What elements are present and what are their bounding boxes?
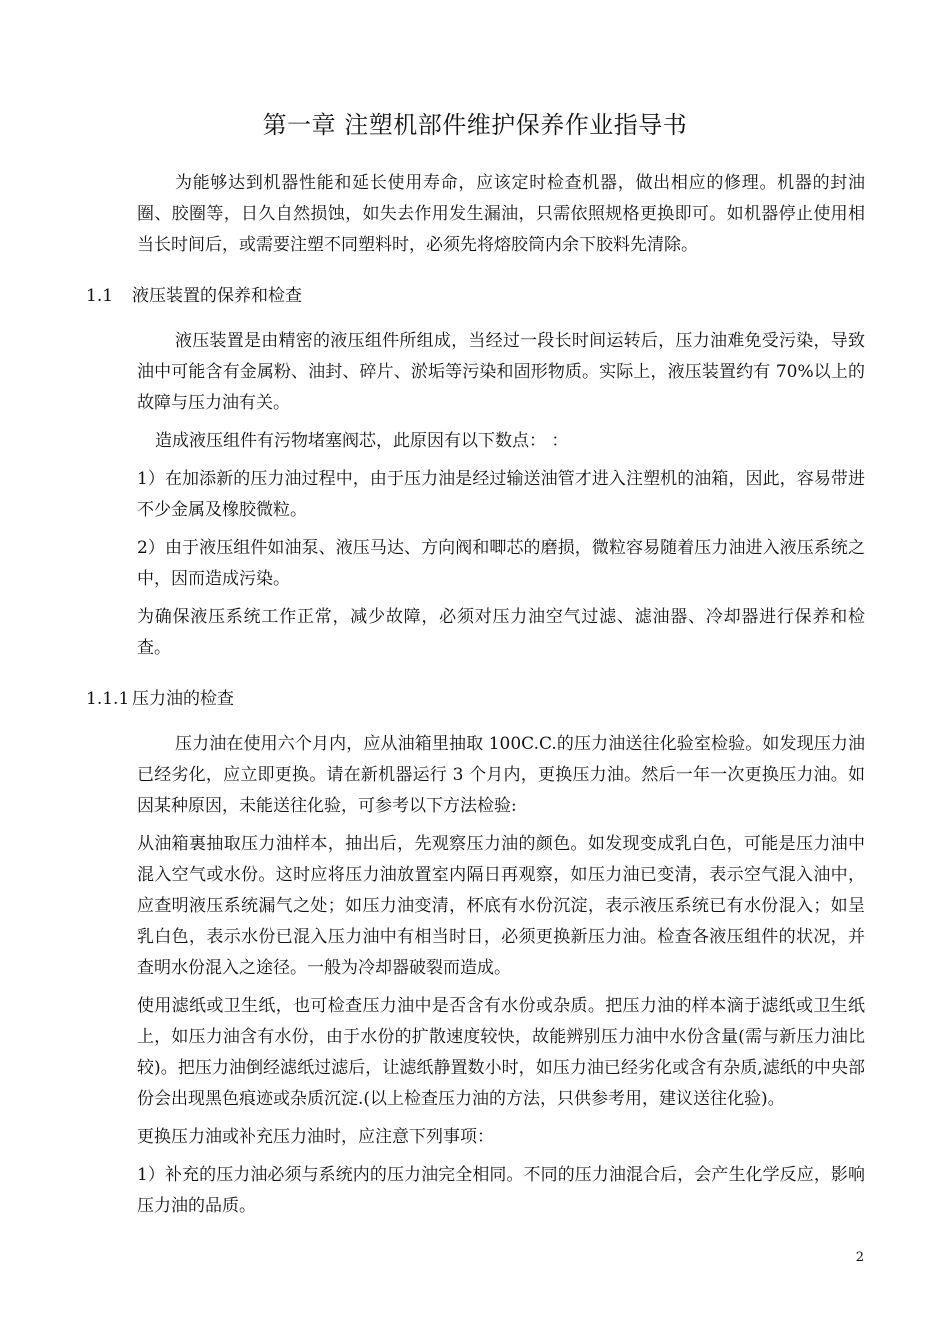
page-number: 2 xyxy=(855,1250,864,1265)
section-number: 1.1.1 xyxy=(86,689,130,709)
paragraph: 造成液压组件有污物堵塞阀芯，此原因有以下数点： ： xyxy=(155,431,569,451)
paragraph: 从油箱裏抽取压力油样本，抽出后，先观察压力油的颜色。如发现变成乳白色，可能是压力油中混入空气或水份。这时应将压力油放置室内隔日再观察，如压力油已变清，表示空气混入油中，应查明液压系统漏气之处；如压力油变清，杯底有水份沉淀，表示液压系统已有水份混入；如呈乳白色，表示水份已混入压力油中有相当时日，必须更换新压力油。检查各液压组件的状况，并查明水份混入之途径。一般为冷却器破裂而造成。 xyxy=(137,834,865,978)
section-heading-1-1 xyxy=(86,281,865,312)
paragraph: 液压装置是由精密的液压组件所组成，当经过一段长时间运转后，压力油难免受污染，导致油中可能含有金属粉、油封、碎片、淤垢等污染和固形物质。实际上，液压装置约有 70%以上的故障与压力油有关。 xyxy=(137,331,865,413)
section-heading-1-1-1 xyxy=(86,684,865,715)
paragraph: 更换压力油或补充压力油时，应注意下列事项： xyxy=(137,1127,494,1147)
list-item: 2）由于液压组件如油泵、液压马达、方向阀和唧芯的磨损，微粒容易随着压力油进入液压系统之中，因而造成污染。 xyxy=(137,538,865,589)
list-item: 1）在加添新的压力油过程中，由于压力油是经过输送油管才进入注塑机的油箱，因此，容易带进不少金属及橡胶微粒。 xyxy=(137,469,865,520)
paragraph: 压力油在使用六个月内，应从油箱里抽取 100C.C.的压力油送往化验室检验。如发现压力油已经劣化，应立即更换。请在新机器运行 3 个月内，更换压力油。然后一年一次更换压力油。如因某种原因，未能送往化验，可参考以下方法检验: xyxy=(137,734,865,816)
paragraph: 使用滤纸或卫生纸，也可检查压力油中是否含有水份或杂质。把压力油的样本滴于滤纸或卫生纸上，如压力油含有水份，由于水份的扩散速度较快，故能辨别压力油中水份含量(需与新压力油比较)。把压力油倒经滤纸过滤后，让滤纸静置数小时，如压力油已经劣化或含有杂质,滤纸的中央部份会出现黑色痕迹或杂质沉淀.(以上检查压力油的方法，只供参考用，建议送往化验)。 xyxy=(137,996,865,1109)
list-item: 1）补充的压力油必须与系统内的压力油完全相同。不同的压力油混合后，会产生化学反应，影响压力油的品质。 xyxy=(137,1165,865,1216)
paragraph: 为确保液压系统工作正常，减少故障，必须对压力油空气过滤、滤油器、冷却器进行保养和检查。 xyxy=(137,607,865,658)
document-body xyxy=(86,168,865,1222)
chapter-title: 第一章 注塑机部件维护保养作业指导书 xyxy=(262,111,688,139)
section-number: 1.1 xyxy=(86,286,114,306)
section-title: 液压装置的保养和检查 xyxy=(132,286,302,306)
intro-paragraph: 为能够达到机器性能和延长使用寿命，应该定时检查机器，做出相应的修理。机器的封油圈、胶圈等，日久自然损蚀，如失去作用发生漏油，只需依照规格更换即可。如机器停止使用相当长时间后，或需要注塑不同塑料时，必须先将熔胶筒内余下胶料先清除。 xyxy=(137,173,865,255)
section-title: 压力油的检查 xyxy=(132,689,234,709)
